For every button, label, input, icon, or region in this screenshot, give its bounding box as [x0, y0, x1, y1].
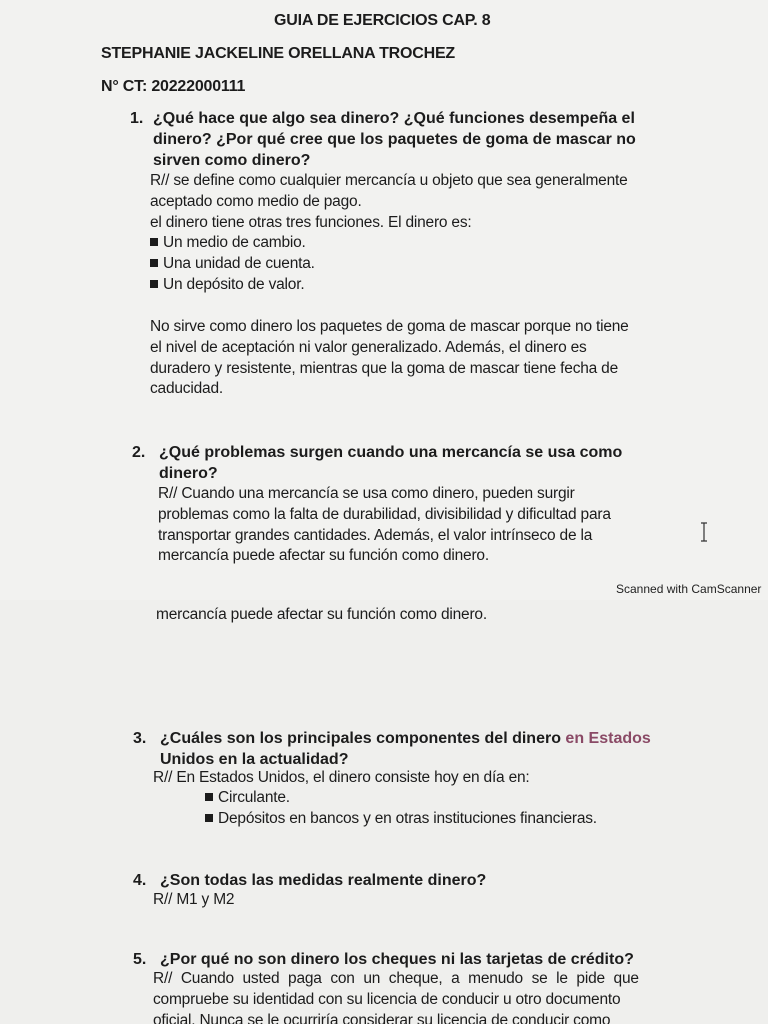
answer-1 — [150, 171, 628, 296]
list-item: Circulante. — [205, 788, 597, 809]
question-1-line: sirven como dinero? — [153, 152, 311, 169]
question-2-line: dinero? — [159, 465, 218, 482]
answer-1-extra-line: caducidad. — [150, 380, 223, 398]
square-bullet-icon — [150, 238, 158, 246]
question-2-line: ¿Qué problemas surgen cuando una mercancía se usa como — [159, 444, 623, 461]
answer-1-extra-line: el nivel de aceptación ni valor generalizado. Además, el dinero es — [150, 338, 587, 356]
question-1-line: ¿Qué hace que algo sea dinero? ¿Qué funciones desempeña el — [153, 110, 635, 127]
question-1-text — [153, 108, 636, 171]
answer-4 — [153, 890, 234, 911]
square-bullet-icon — [205, 793, 213, 801]
question-3-line: ¿Cuáles son los principales componentes del dinero — [160, 730, 566, 747]
answer-1-extra-line: duradero y resistente, mientras que la goma de mascar tiene fecha de — [150, 359, 619, 377]
answer-2-line: mercancía puede afectar su función como dinero. — [158, 547, 489, 565]
answer-2-line: problemas como la falta de durabilidad, divisibilidad y dificultad para — [158, 505, 611, 523]
list-item: Depósitos en bancos y en otras instituciones financieras. — [205, 809, 597, 830]
answer-1-extra-line: No sirve como dinero los paquetes de goma de mascar porque no tiene — [150, 318, 629, 335]
text-cursor-icon — [699, 522, 709, 542]
square-bullet-icon — [150, 259, 158, 267]
question-3-number: 3. — [133, 730, 147, 747]
answer-2-line: R// Cuando una mercancía se usa como dinero, pueden surgir — [158, 485, 575, 502]
answer-3-list — [205, 788, 597, 830]
list-item: Un medio de cambio. — [150, 233, 628, 254]
answer-5-line: oficial. Nunca se le ocurriría considerar su licencia de conducir como — [153, 1011, 611, 1024]
student-id: N° CT: 20222000111 — [101, 78, 246, 95]
scanned-page-2 — [0, 600, 768, 1024]
answer-4-line: R// M1 y M2 — [153, 891, 235, 908]
answer-5-line: R// Cuando usted paga con un cheque, a menudo se le pide que — [153, 970, 639, 987]
question-4-line: ¿Son todas las medidas realmente dinero? — [160, 872, 487, 889]
square-bullet-icon — [205, 814, 213, 822]
list-item: Una unidad de cuenta. — [150, 254, 628, 275]
student-name: STEPHANIE JACKELINE ORELLANA TROCHEZ — [101, 45, 456, 62]
square-bullet-icon — [150, 280, 158, 288]
answer-2 — [158, 484, 611, 567]
answer-1-line: el dinero tiene otras tres funciones. El dinero es: — [150, 213, 472, 231]
answer-3-line: R// En Estados Unidos, el dinero consiste hoy en día en: — [153, 769, 530, 786]
camscanner-watermark: Scanned with CamScanner — [616, 582, 762, 596]
question-4-text — [160, 870, 486, 891]
answer-2-line: transportar grandes cantidades. Además, el valor intrínseco de la — [158, 526, 593, 544]
question-2-text — [159, 442, 622, 484]
question-1-line: dinero? ¿Por qué cree que los paquetes de goma de mascar no — [153, 131, 636, 148]
question-5-number: 5. — [133, 951, 147, 968]
question-3-accent: en Estados — [565, 730, 651, 747]
answer-5-line: compruebe su identidad con su licencia de conducir u otro documento — [153, 990, 621, 1008]
question-4-number: 4. — [133, 872, 147, 889]
question-5-text — [160, 949, 634, 970]
list-item: Un depósito de valor. — [150, 275, 628, 296]
answer-5 — [153, 969, 639, 1024]
answer-1-extra — [150, 317, 629, 400]
answer-1-line: aceptado como medio de pago. — [150, 192, 362, 210]
question-5-line: ¿Por qué no son dinero los cheques ni las tarjetas de crédito? — [160, 951, 634, 968]
document-title: GUIA DE EJERCICIOS CAP. 8 — [274, 12, 491, 29]
question-3-text — [160, 728, 651, 770]
answer-3 — [153, 768, 530, 789]
answer-1-line: R// se define como cualquier mercancía u objeto que sea generalmente — [150, 172, 628, 189]
carryover-text: mercancía puede afectar su función como dinero. — [156, 606, 487, 623]
question-1-number: 1. — [130, 110, 144, 127]
question-3-line: Unidos en la actualidad? — [160, 751, 349, 768]
question-2-number: 2. — [132, 444, 146, 461]
